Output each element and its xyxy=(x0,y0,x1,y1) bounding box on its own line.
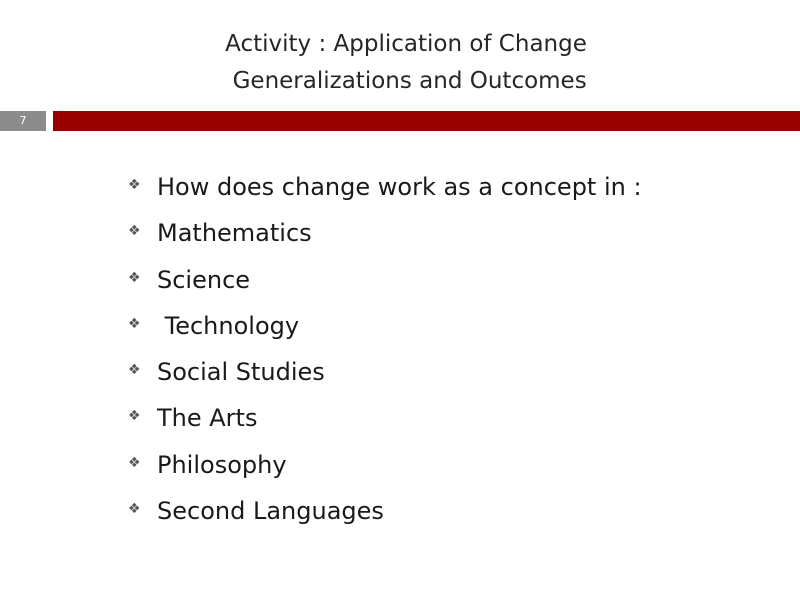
four-diamond-bullet-icon: ❖ xyxy=(128,269,141,286)
bullet-text: Social Studies xyxy=(157,358,325,387)
slide-number: 7 xyxy=(19,114,27,127)
bullet-text: Second Languages xyxy=(157,497,384,526)
bullet-item xyxy=(128,259,642,305)
slide-title-line-2: Generalizations and Outcomes xyxy=(225,68,587,94)
bullet-text: The Arts xyxy=(157,404,258,433)
bullet-text: Technology xyxy=(157,311,300,340)
bullet-item xyxy=(128,351,642,397)
bullet-item xyxy=(128,212,642,258)
four-diamond-bullet-icon: ❖ xyxy=(128,362,141,379)
bullet-text: Mathematics xyxy=(157,219,312,248)
four-diamond-bullet-icon: ❖ xyxy=(128,223,141,240)
slide-title xyxy=(0,26,800,100)
bullet-item xyxy=(128,166,642,212)
bullet-item xyxy=(128,490,642,536)
bullet-item xyxy=(128,397,642,443)
four-diamond-bullet-icon: ❖ xyxy=(128,408,141,425)
four-diamond-bullet-icon: ❖ xyxy=(128,315,141,332)
slide-title-line-1: Activity : Application of Change xyxy=(225,31,587,57)
four-diamond-bullet-icon: ❖ xyxy=(128,454,141,471)
bullet-text: Science xyxy=(157,265,251,294)
four-diamond-bullet-icon: ❖ xyxy=(128,501,141,518)
bullet-list xyxy=(128,166,642,536)
bullet-text: Philosophy xyxy=(157,450,287,479)
accent-bar xyxy=(53,111,800,131)
bullet-item xyxy=(128,444,642,490)
four-diamond-bullet-icon: ❖ xyxy=(128,177,141,193)
bullet-text: How does change work as a concept in : xyxy=(157,173,642,201)
bullet-item xyxy=(128,305,642,351)
